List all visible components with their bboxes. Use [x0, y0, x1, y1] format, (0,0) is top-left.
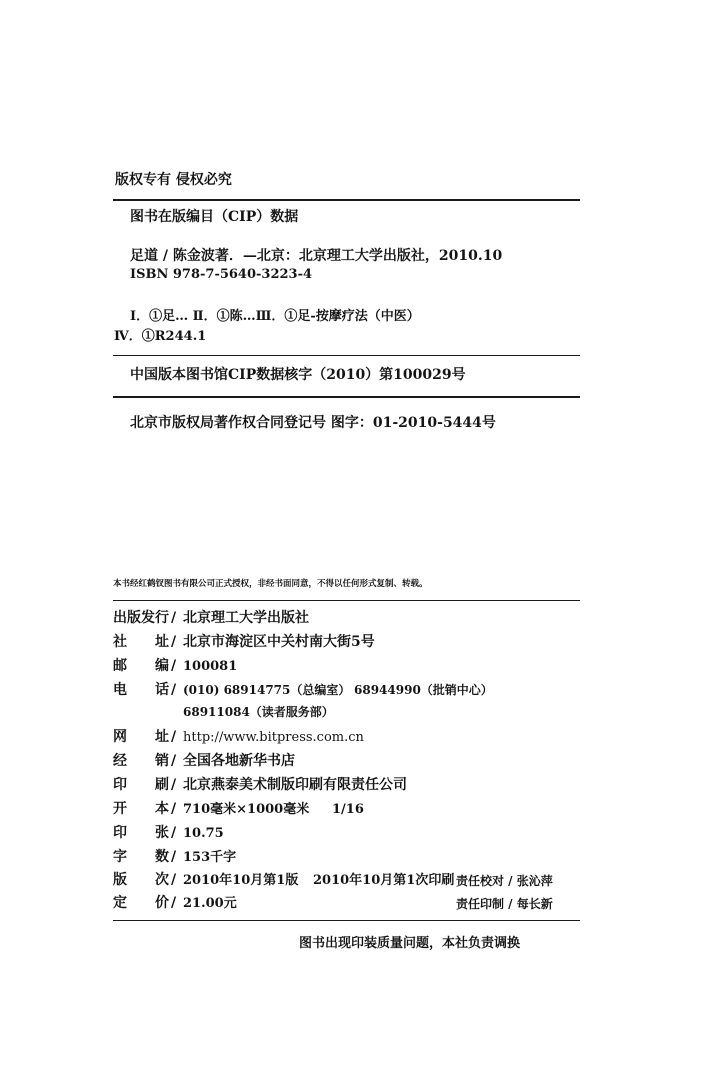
format-fold: 1/16	[332, 802, 364, 817]
format-slash: /	[171, 801, 177, 817]
copyright-notice: 版权专有 侵权必究	[115, 172, 232, 188]
sheets-slash: /	[171, 825, 177, 841]
publication-bottom-rule	[113, 920, 580, 921]
price: 21.00元	[183, 896, 237, 911]
publisher: 北京理工大学出版社	[183, 610, 309, 626]
word-count-slash: /	[171, 849, 177, 865]
postcode: 100081	[183, 659, 238, 674]
postcode-label-2: 编	[155, 658, 169, 674]
cip-classification-1: Ⅰ．①足… Ⅱ．①陈…Ⅲ．①足-按摩疗法（中医）	[130, 309, 420, 324]
sheets-label-1: 印	[113, 825, 127, 841]
phone-3: 68911084（读者服务部）	[183, 705, 334, 719]
quality-notice: 图书出现印装质量问题，本社负责调换	[299, 936, 521, 951]
edition-label-1: 版	[113, 872, 127, 888]
phone-2: 68944990（批销中心）	[354, 683, 493, 697]
authorization-note: 本书经红鹤钗图书有限公司正式授权，非经书面同意，不得以任何形式复制、转载。	[113, 579, 428, 589]
edition-label-2: 次	[155, 872, 169, 888]
address-label-2: 址	[155, 634, 169, 650]
website-slash: /	[171, 729, 177, 745]
distributor-label-2: 销	[155, 753, 169, 769]
word-count-label-1: 字	[113, 849, 127, 865]
printer-label-1: 印	[113, 777, 127, 793]
word-count-label-2: 数	[155, 849, 169, 865]
address-slash: /	[171, 634, 177, 650]
publication-top-rule	[113, 600, 580, 601]
edition-slash: /	[171, 872, 177, 888]
distributor-slash: /	[171, 753, 177, 769]
cip-bottom-rule	[113, 396, 580, 398]
format-label-2: 本	[155, 801, 169, 817]
format-label-1: 开	[113, 801, 127, 817]
format: 710毫米×1000毫米	[183, 802, 310, 817]
publisher-slash: /	[171, 610, 177, 626]
distributor: 全国各地新华书店	[183, 753, 295, 769]
phone-label-2: 话	[155, 682, 169, 698]
distributor-label-1: 经	[113, 753, 127, 769]
website-label-1: 网	[113, 729, 127, 745]
printer: 北京燕泰美术制版印刷有限责任公司	[183, 777, 407, 793]
printer-slash: /	[171, 777, 177, 793]
cip-classification-2: Ⅳ．①R244.1	[114, 329, 207, 344]
sheets-label-2: 张	[155, 825, 169, 841]
word-count: 153千字	[183, 850, 237, 865]
postcode-label-1: 邮	[113, 658, 127, 674]
website: http://www.bitpress.com.cn	[183, 730, 364, 745]
proofreader: 责任校对 / 张沁萍	[456, 874, 553, 888]
sheets: 10.75	[183, 826, 224, 841]
price-label-2: 价	[155, 895, 169, 911]
cip-heading: 图书在版编目（CIP）数据	[130, 209, 299, 225]
postcode-slash: /	[171, 658, 177, 674]
price-slash: /	[171, 895, 177, 911]
printer-label-2: 刷	[155, 777, 169, 793]
edition: 2010年10月第1版	[183, 873, 299, 888]
print-supervisor: 责任印制 / 每长新	[456, 897, 553, 911]
address: 北京市海淀区中关村南大街5号	[183, 634, 375, 650]
cip-top-rule	[113, 199, 580, 201]
cip-isbn: ISBN 978-7-5640-3223-4	[130, 267, 313, 282]
cip-middle-rule	[113, 355, 580, 356]
publisher-label: 出版发行	[113, 610, 169, 626]
phone-slash: /	[171, 682, 177, 698]
phone-1: (010) 68914775（总编室）	[183, 683, 351, 697]
website-label-2: 址	[155, 729, 169, 745]
printing: 2010年10月第1次印刷	[313, 873, 455, 888]
cip-verification: 中国版本图书馆CIP数据核字（2010）第100029号	[130, 367, 466, 383]
address-label-1: 社	[113, 634, 127, 650]
registration-number: 北京市版权局著作权合同登记号 图字：01-2010-5444号	[130, 415, 496, 431]
cip-title-line: 足道 / 陈金波著．—北京：北京理工大学出版社，2010.10	[130, 248, 503, 264]
phone-label-1: 电	[113, 682, 127, 698]
price-label-1: 定	[113, 895, 127, 911]
